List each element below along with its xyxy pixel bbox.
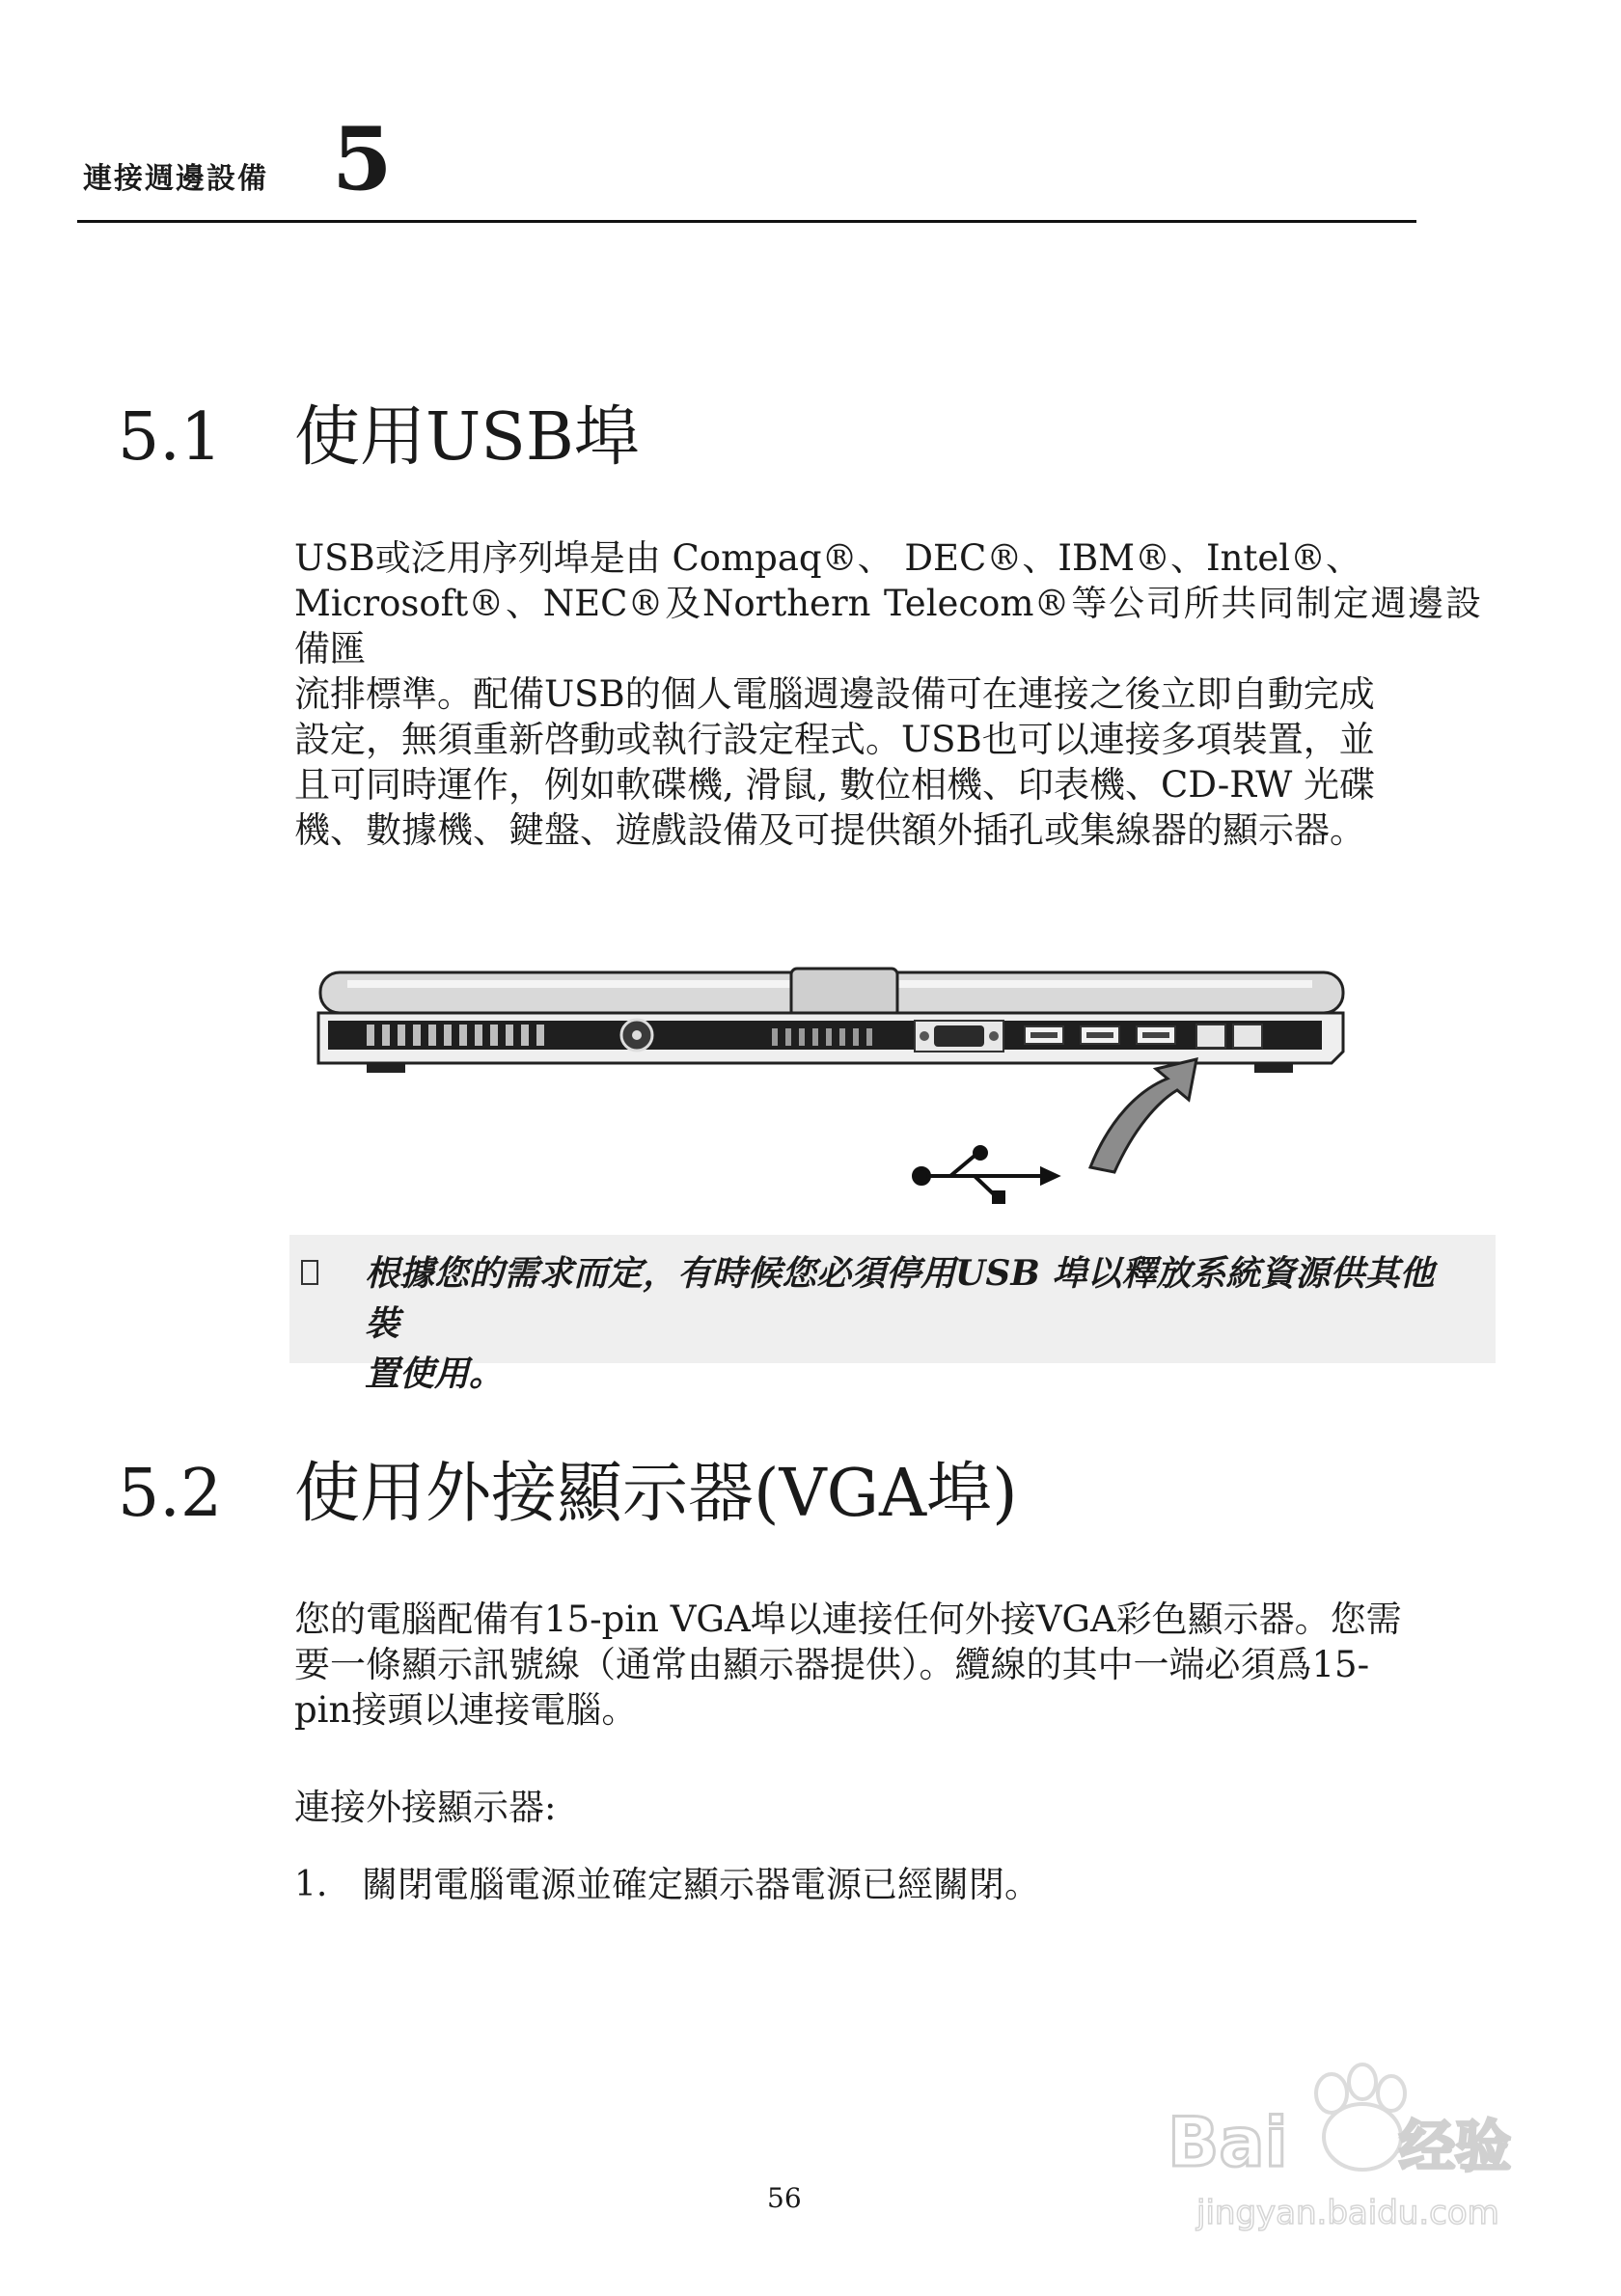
paragraph-line: 設定，無須重新啓動或執行設定程式。USB也可以連接多項裝置，並	[294, 719, 1375, 760]
note-text	[365, 1248, 1465, 1399]
section-2-number: 5.2	[118, 1456, 223, 1532]
paragraph-line: 您的電腦配備有15-pin VGA埠以連接任何外接VGA彩色顯示器。您需	[294, 1599, 1402, 1640]
section-2-paragraph	[294, 1597, 1481, 1733]
section-1-title: 使用USB埠	[294, 399, 640, 476]
note-line: 置使用。	[365, 1353, 505, 1394]
laptop-rear-ports-figure	[309, 955, 1351, 1225]
step-text: 關閉電腦電源並確定顯示器電源已經關閉。	[362, 1864, 1040, 1905]
svg-text:经验: 经验	[1399, 2114, 1512, 2179]
section-2-title: 使用外接顯示器(VGA埠)	[294, 1456, 1018, 1532]
header-rule	[77, 220, 1416, 223]
baidu-jingyan-watermark	[1139, 2045, 1544, 2238]
paragraph-line: 且可同時運作，例如軟碟機, 滑鼠, 數位相機、印表機、CD-RW 光碟	[294, 764, 1376, 806]
paragraph-line: 要一條顯示訊號線（通常由顯示器提供）。纜線的其中一端必須爲15-	[294, 1644, 1370, 1685]
paragraph-line: 機、數據機、鍵盤、遊戲設備及可提供額外插孔或集線器的顯示器。	[294, 809, 1365, 851]
note-icon	[301, 1260, 318, 1285]
svg-text:jingyan.baidu.com: jingyan.baidu.com	[1196, 2194, 1499, 2232]
page-number: 56	[767, 2182, 802, 2214]
section-1-number: 5.1	[118, 399, 223, 476]
note-line: 根據您的需求而定，有時候您必須停用USB 埠以釋放系統資源供其他裝	[365, 1253, 1435, 1344]
paragraph-line: 流排標準。配備USB的個人電腦週邊設備可在連接之後立即自動完成	[294, 673, 1375, 715]
paragraph-line: Microsoft®、NEC®及Northern Telecom®等公司所共同制定週邊設備匯	[294, 583, 1481, 670]
paragraph-line: USB或泛用序列埠是由 Compaq®、 DEC®、IBM®、Intel®、	[294, 537, 1362, 579]
connect-intro: 連接外接顯示器:	[294, 1787, 557, 1828]
chapter-label: 連接週邊設備	[83, 162, 268, 196]
section-1-paragraph	[294, 535, 1481, 853]
svg-text:Bai: Bai	[1168, 2103, 1288, 2182]
step-number: 1.	[294, 1865, 328, 1904]
paragraph-line: pin接頭以連接電腦。	[294, 1689, 638, 1731]
chapter-number: 5	[332, 108, 393, 210]
